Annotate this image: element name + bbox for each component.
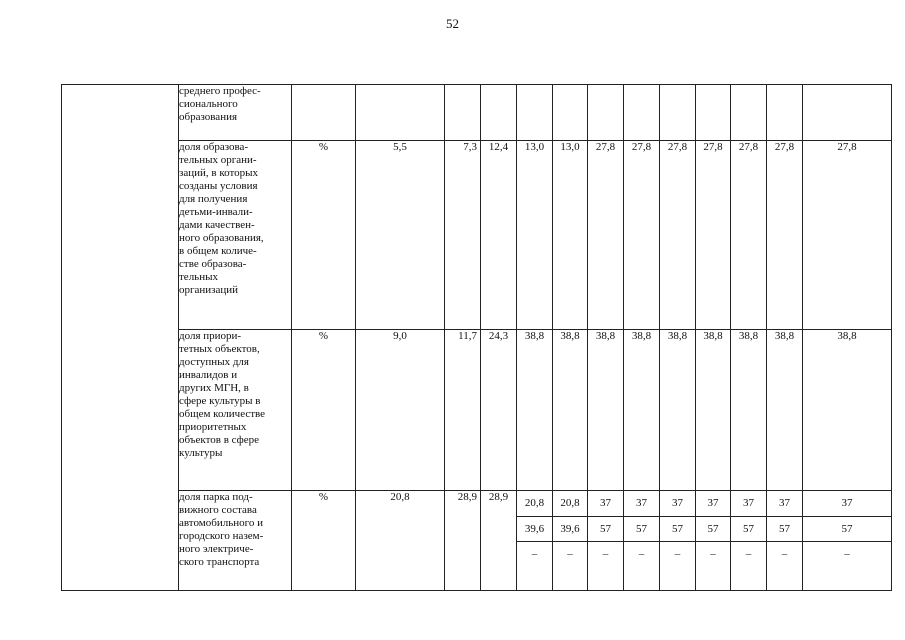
- value-cell: [803, 85, 892, 141]
- stacked-values: [660, 491, 695, 566]
- value-line: –: [696, 541, 730, 566]
- indicator-cell: доля парка под- вижного состава автомобильного и городского назем- ного электриче- ского транспорта: [179, 491, 292, 591]
- value-line: –: [803, 541, 891, 566]
- value-cell: 38,8: [767, 330, 803, 491]
- value-cell: [588, 491, 624, 591]
- value-cell: 27,8: [767, 141, 803, 330]
- page-number: 52: [446, 16, 459, 31]
- value-line: 37: [636, 497, 647, 509]
- value-line: 57: [696, 516, 730, 541]
- value-line: 37: [841, 497, 853, 509]
- value-line: 57: [588, 516, 623, 541]
- value-line: 39,6: [517, 516, 552, 541]
- table-row: [62, 491, 892, 591]
- stacked-values: [553, 491, 587, 566]
- stacked-values: [588, 491, 623, 566]
- value-cell: [696, 85, 731, 141]
- value-cell: 38,8: [588, 330, 624, 491]
- value-cell: 13,0: [517, 141, 553, 330]
- value-cell: [803, 491, 892, 591]
- indicator-cell: среднего профес- сионального образования: [179, 85, 292, 141]
- value-line: 37: [672, 497, 683, 509]
- value-cell: [660, 491, 696, 591]
- value-line: 37: [600, 497, 611, 509]
- value-cell: [696, 491, 731, 591]
- value-line: 57: [767, 516, 802, 541]
- value-cell: 12,4: [481, 141, 517, 330]
- value-cell: [588, 85, 624, 141]
- value-cell: 5,5: [356, 141, 445, 330]
- stacked-values: [517, 491, 552, 566]
- value-cell: 27,8: [803, 141, 892, 330]
- indicator-table: [61, 84, 892, 591]
- group-cell: [62, 85, 179, 591]
- value-cell: 38,8: [660, 330, 696, 491]
- value-cell: [767, 85, 803, 141]
- value-line: –: [517, 541, 552, 566]
- value-cell: [553, 85, 588, 141]
- value-cell: [660, 85, 696, 141]
- value-cell: 24,3: [481, 330, 517, 491]
- value-line: –: [553, 541, 587, 566]
- value-cell: [624, 491, 660, 591]
- value-cell: 38,8: [731, 330, 767, 491]
- value-line: –: [588, 541, 623, 566]
- value-line: –: [624, 541, 659, 566]
- value-line: 20,8: [524, 497, 545, 509]
- stacked-values: [624, 491, 659, 566]
- value-cell: [445, 85, 481, 141]
- value-cell: 28,9: [445, 491, 481, 591]
- value-line: 57: [660, 516, 695, 541]
- value-cell: [517, 85, 553, 141]
- unit-cell: %: [292, 141, 356, 330]
- value-cell: 20,8: [356, 491, 445, 591]
- value-cell: 27,8: [660, 141, 696, 330]
- value-cell: [624, 85, 660, 141]
- value-cell: [553, 491, 588, 591]
- unit-cell: [292, 85, 356, 141]
- value-cell: 27,8: [588, 141, 624, 330]
- value-cell: 38,8: [517, 330, 553, 491]
- value-cell: [517, 491, 553, 591]
- value-cell: 38,8: [624, 330, 660, 491]
- table-row: [62, 85, 892, 141]
- value-cell: [481, 85, 517, 141]
- value-cell: 38,8: [696, 330, 731, 491]
- value-line: 57: [624, 516, 659, 541]
- value-cell: [731, 85, 767, 141]
- value-line: 37: [707, 497, 719, 509]
- value-line: –: [731, 541, 766, 566]
- value-line: 37: [779, 497, 790, 509]
- table-row: [62, 141, 892, 330]
- value-cell: [356, 85, 445, 141]
- value-cell: 38,8: [803, 330, 892, 491]
- value-cell: [731, 491, 767, 591]
- stacked-values: [696, 491, 730, 566]
- value-cell: 7,3: [445, 141, 481, 330]
- value-line: 20,8: [560, 497, 580, 509]
- unit-cell: %: [292, 491, 356, 591]
- value-cell: 27,8: [696, 141, 731, 330]
- value-line: 37: [743, 497, 754, 509]
- value-cell: 27,8: [624, 141, 660, 330]
- value-cell: [767, 491, 803, 591]
- value-cell: 28,9: [481, 491, 517, 591]
- value-cell: 11,7: [445, 330, 481, 491]
- value-cell: 38,8: [553, 330, 588, 491]
- stacked-values: [767, 491, 802, 566]
- value-line: 39,6: [553, 516, 587, 541]
- indicator-cell: доля образова- тельных органи- заций, в которых созданы условия для получения детьми-инвали- дами качествен- ного образования, в общем количе- стве образова- тельных организаций: [179, 141, 292, 330]
- indicator-cell: доля приори- тетных объектов, доступных для инвалидов и других МГН, в сфере культуры в общем количестве приоритетных объектов в сфере культуры: [179, 330, 292, 491]
- value-cell: 13,0: [553, 141, 588, 330]
- value-cell: 27,8: [731, 141, 767, 330]
- value-line: 57: [731, 516, 766, 541]
- value-line: –: [660, 541, 695, 566]
- stacked-values: [731, 491, 766, 566]
- value-cell: 9,0: [356, 330, 445, 491]
- unit-cell: %: [292, 330, 356, 491]
- table-row: [62, 330, 892, 491]
- value-line: –: [767, 541, 802, 566]
- value-line: 57: [803, 516, 891, 541]
- stacked-values: [803, 491, 891, 566]
